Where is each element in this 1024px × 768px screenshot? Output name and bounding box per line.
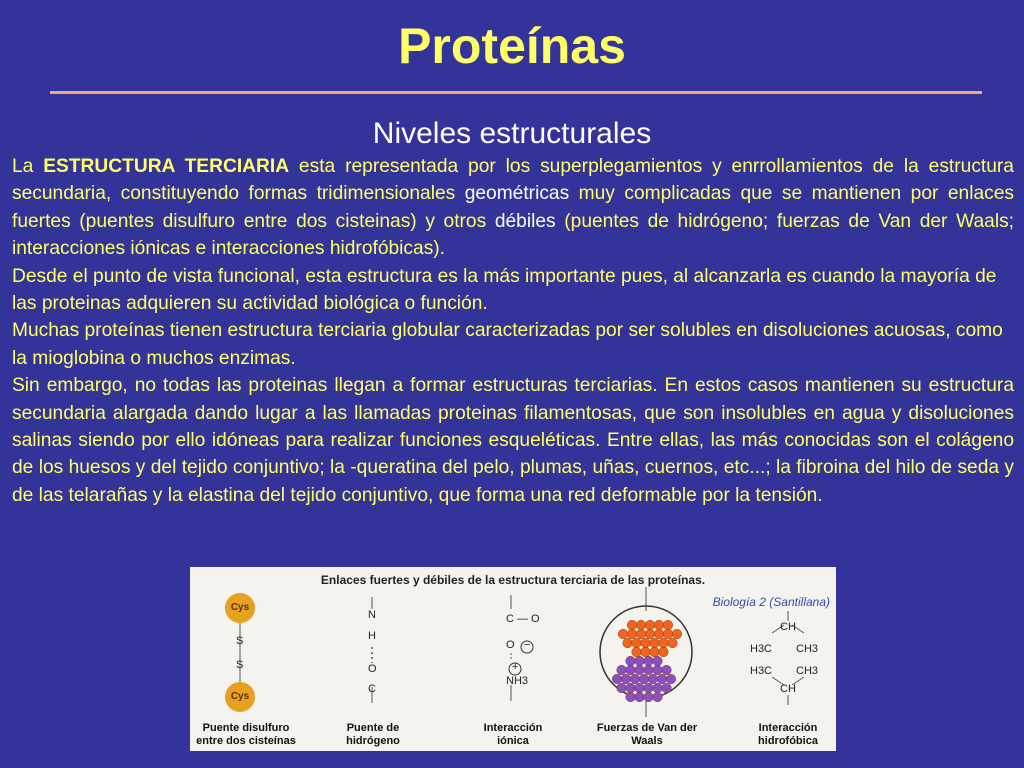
vdw-atom <box>644 683 654 693</box>
vdw-atom <box>650 647 660 657</box>
cys-top-atom: Cys <box>225 593 255 623</box>
vdw-atom <box>653 665 663 675</box>
vdw-atom <box>650 638 660 648</box>
subtitle-text: Niveles estructurales <box>372 117 652 150</box>
vdw-atom <box>644 665 654 675</box>
vdw-atom <box>627 620 637 630</box>
p1-prefix: La <box>12 156 44 177</box>
atom-h: H <box>368 630 376 642</box>
p1-part1: esta representada por los superplegamientos y enrrollamientos de la estructura secundaria, constituyendo formas tridimensionales <box>12 156 1014 205</box>
vdw-atom <box>635 665 645 675</box>
atom-h3c-2: H3C <box>750 665 773 677</box>
vdw-atom <box>627 629 637 639</box>
vdw-atom <box>644 692 654 702</box>
atom-n: N <box>368 609 376 621</box>
atom-o: O <box>368 663 377 675</box>
minus-sign: − <box>524 639 531 651</box>
paragraph-4: Sin embargo, no todas las proteinas llegan a formar estructuras terciarias. En estos casos mantienen su estructura secundaria alargada dando lugar a las llamadas proteinas filamentosas, que son insolubles en agua y disoluciones salinas siendo por ello idóneas para realizar funciones esqueléticas. Entre ellas, las más conocidas son el colágeno de los huesos y del tejido conjuntivo; la -queratina del pelo, plumas, uñas, cuernos, etc...; la fibroina del hilo de seda y de las telarañas y la elastina del tejido conjuntivo, que forma una red deformable por la tensión. <box>12 375 1014 506</box>
figure-credit: Biología 2 (Santillana) <box>712 595 830 609</box>
page-title: Proteínas <box>398 18 626 74</box>
label-vdw: Fuerzas de Van der Waals <box>596 722 698 747</box>
p1-bold: ESTRUCTURA TERCIARIA <box>43 156 290 177</box>
vdw-atom <box>617 665 627 675</box>
vdw-atom <box>663 629 673 639</box>
vdw-atom <box>626 692 636 702</box>
plus-sign: + <box>512 661 519 673</box>
bonds-figure <box>190 567 836 751</box>
label-hidrogeno: Puente de hidrógeno <box>346 722 400 747</box>
p1-white-debiles: débiles <box>494 210 556 232</box>
sulfur-1: S <box>236 635 244 647</box>
vdw-atom <box>654 629 664 639</box>
vdw-atom <box>636 620 646 630</box>
label-hidrofobica: Interacción hidrofóbica <box>758 722 818 747</box>
vdw-atom <box>666 674 676 684</box>
vdw-atom <box>659 647 669 657</box>
atom-nh3: NH3 <box>506 675 529 687</box>
vdw-atom <box>623 638 633 648</box>
label-ionica: Interacción iónica <box>483 722 543 747</box>
vdw-atom <box>621 674 631 684</box>
vdw-atom <box>672 629 682 639</box>
vdw-atom <box>641 647 651 657</box>
vdw-atom <box>630 674 640 684</box>
p1-part3: (puentes de hidrógeno; fuerzas de Van der Waals; interacciones iónicas e interacciones hidrofóbicas). <box>12 210 1015 260</box>
vdw-atom <box>654 620 664 630</box>
atom-ch3-1: CH3 <box>796 643 819 655</box>
atom-o-ionic: O <box>506 639 515 651</box>
vdw-atom <box>659 638 669 648</box>
paragraph-2: Desde el punto de vista funcional, esta estructura es la más importante pues, al alcanzarla es cuando la mayoría de las proteinas adquieren su actividad biológica o función. <box>12 265 997 315</box>
vdw-atom <box>663 620 673 630</box>
title-divider <box>50 91 982 94</box>
atom-ch-bottom: CH <box>780 683 796 695</box>
vdw-atom <box>653 692 663 702</box>
vdw-atom <box>632 647 642 657</box>
vdw-atom <box>645 629 655 639</box>
vdw-orange-atoms <box>618 620 682 657</box>
section-subtitle <box>0 116 1024 152</box>
vdw-atom <box>617 683 627 693</box>
vdw-atom <box>635 656 645 666</box>
vdw-purple-atoms <box>612 656 676 702</box>
cys-bottom-atom: Cys <box>225 682 255 712</box>
atom-h3c-1: H3C <box>750 643 773 655</box>
atom-c: C <box>368 683 376 695</box>
label-disulfuro: Puente disulfuro entre dos cisteínas <box>196 722 296 747</box>
vdw-atom <box>612 674 622 684</box>
vdw-atom <box>653 656 663 666</box>
paragraph-3: Muchas proteínas tienen estructura terciaria globular caracterizadas por ser solubles en disoluciones acuosas, como la mioglobina o muchos enzimas. <box>12 320 1003 369</box>
figure-caption: Enlaces fuertes y débiles de la estructura terciaria de las proteínas. <box>320 573 706 587</box>
body-text <box>12 153 1014 509</box>
vdw-atom <box>635 692 645 702</box>
vdw-atom <box>618 629 628 639</box>
vdw-atom <box>635 683 645 693</box>
vdw-atom <box>636 629 646 639</box>
vdw-atom <box>639 674 649 684</box>
vdw-atom <box>632 638 642 648</box>
vdw-atom <box>657 674 667 684</box>
atom-ch3-2: CH3 <box>796 665 819 677</box>
p1-white-geometricas: geométricas <box>464 183 570 205</box>
vdw-atom <box>626 665 636 675</box>
vdw-atom <box>662 665 672 675</box>
atom-co: C — O <box>506 613 540 625</box>
vdw-atom <box>626 683 636 693</box>
atom-ch-top: CH <box>780 621 796 633</box>
p1-part2: muy complicadas que se mantienen por enlaces fuertes (puentes disulfuro entre dos cisteinas) y otros <box>12 183 1014 232</box>
vdw-atom <box>648 674 658 684</box>
vdw-atom <box>653 683 663 693</box>
vdw-atom <box>668 638 678 648</box>
vdw-atom <box>641 638 651 648</box>
vdw-atom <box>644 656 654 666</box>
vdw-atom <box>645 620 655 630</box>
vdw-atom <box>662 683 672 693</box>
vdw-atom <box>626 656 636 666</box>
paragraph-1 <box>12 153 1014 263</box>
sulfur-2: S <box>236 659 244 671</box>
